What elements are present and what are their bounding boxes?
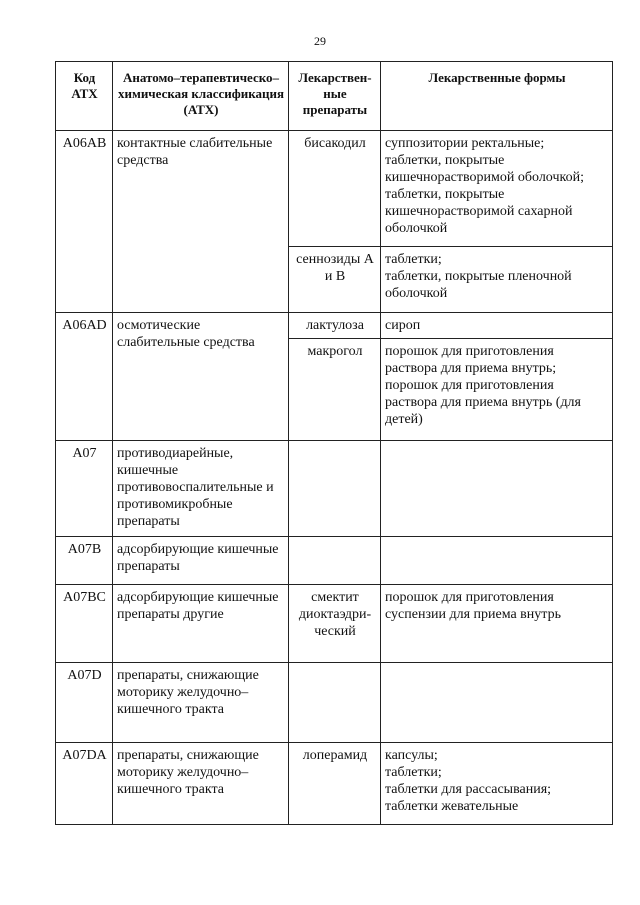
drug-forms: [381, 247, 613, 313]
header-code: Код АТХ: [56, 62, 113, 131]
atx-classification: адсорбирующие кишечные препараты другие: [113, 585, 289, 663]
atx-code: A07: [56, 441, 113, 537]
atx-classification: противодиарейные, кишечные противовоспалительные и противомикробные препараты: [113, 441, 289, 537]
drug-name: [289, 441, 381, 537]
atx-code: A07B: [56, 537, 113, 585]
drug-forms: [381, 131, 613, 247]
drug-forms: [381, 663, 613, 743]
form-item: суппозитории ректальные;: [385, 136, 545, 151]
drug-forms: [381, 313, 613, 339]
drug-forms: [381, 585, 613, 663]
drug-name: лоперамид: [289, 743, 381, 825]
form-item: порошок для приготовления раствора для приема внутрь (для детей): [385, 378, 581, 427]
form-item: таблетки;: [385, 252, 442, 267]
drug-forms: [381, 537, 613, 585]
page-number: 29: [314, 34, 326, 48]
form-item: капсулы;: [385, 748, 438, 763]
atx-classification: контактные слабительные средства: [113, 131, 289, 313]
atx-classification: адсорбирующие кишечные препараты: [113, 537, 289, 585]
drug-forms: [381, 339, 613, 441]
atx-code: A06AB: [56, 131, 113, 313]
form-item: сироп: [385, 318, 421, 333]
header-drugs: Лекарствен-ные препараты: [289, 62, 381, 131]
drug-forms: [381, 743, 613, 825]
form-item: таблетки, покрытые пленочной оболочкой: [385, 269, 572, 301]
table-row: [56, 537, 613, 585]
form-item: таблетки для рассасывания;: [385, 782, 552, 797]
atx-code: A07BC: [56, 585, 113, 663]
form-item: порошок для приготовления раствора для приема внутрь;: [385, 344, 557, 376]
drug-name: [289, 663, 381, 743]
table-row: [56, 313, 613, 339]
drug-forms: [381, 441, 613, 537]
atx-classification: осмотические слабительные средства: [113, 313, 289, 441]
atx-table: [55, 61, 613, 825]
atx-code: A07D: [56, 663, 113, 743]
atx-classification: препараты, снижающие моторику желудочно–кишечного тракта: [113, 743, 289, 825]
drug-name: макрогол: [289, 339, 381, 441]
drug-name: бисакодил: [289, 131, 381, 247]
drug-name: смектит диоктаэдри-ческий: [289, 585, 381, 663]
form-item: таблетки жевательные: [385, 799, 519, 814]
table-row: [56, 131, 613, 247]
table-row: [56, 663, 613, 743]
form-item: таблетки, покрытые кишечнорастворимой оболочкой;: [385, 153, 584, 185]
drug-name: лактулоза: [289, 313, 381, 339]
form-item: порошок для приготовления суспензии для приема внутрь: [385, 590, 561, 622]
table-row: [56, 441, 613, 537]
atx-code: A07DA: [56, 743, 113, 825]
drug-name: [289, 537, 381, 585]
atx-classification: препараты, снижающие моторику желудочно–кишечного тракта: [113, 663, 289, 743]
header-classification: Анатомо–терапевтическо–химическая классификация (АТХ): [113, 62, 289, 131]
table-header-row: [56, 62, 613, 131]
table-row: [56, 585, 613, 663]
drug-name: сеннозиды A и B: [289, 247, 381, 313]
atx-code: A06AD: [56, 313, 113, 441]
form-item: таблетки, покрытые кишечнорастворимой сахарной оболочкой: [385, 187, 573, 236]
header-forms: Лекарственные формы: [381, 62, 613, 131]
form-item: таблетки;: [385, 765, 442, 780]
table-row: [56, 743, 613, 825]
